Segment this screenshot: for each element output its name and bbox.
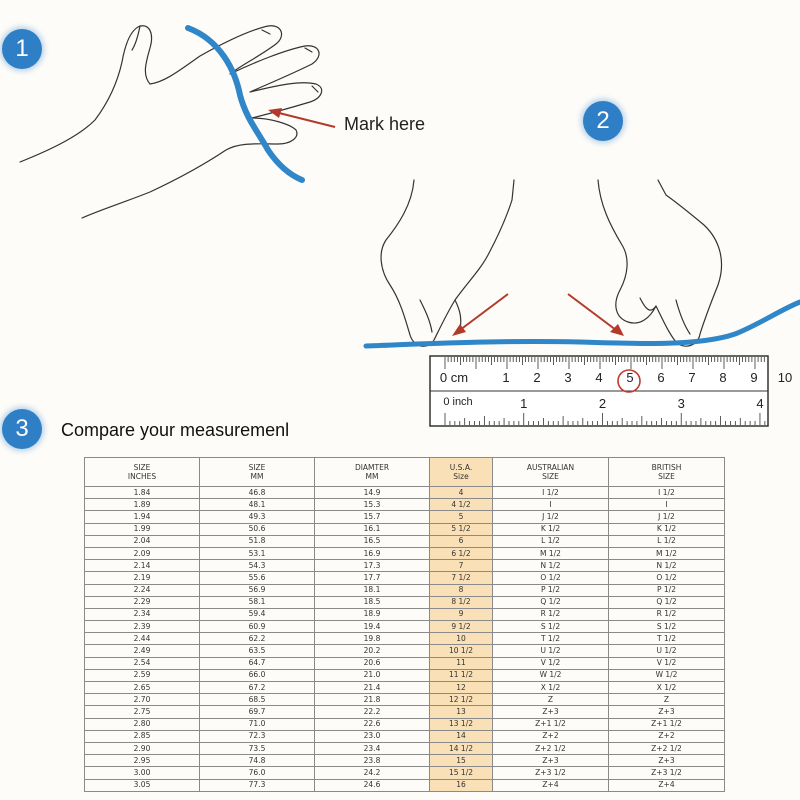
cell-usa-size: 15 1/2 [430,767,493,779]
cell-size-mm: 63.5 [200,645,315,657]
cell-size-inches: 2.39 [85,621,200,633]
measuring-string-2 [366,302,800,346]
cell-usa-size: 9 1/2 [430,621,493,633]
compare-heading: Compare your measuremenl [61,420,290,440]
cell-british-size: Z+2 1/2 [609,742,725,754]
cell-usa-size: 13 [430,706,493,718]
cell-size-mm: 54.3 [200,560,315,572]
cell-australian-size: T 1/2 [493,633,609,645]
cell-diameter-mm: 19.4 [315,621,430,633]
table-row [85,535,725,547]
cell-diameter-mm: 23.4 [315,742,430,754]
cell-australian-size: I 1/2 [493,487,609,499]
cell-australian-size: U 1/2 [493,645,609,657]
cell-usa-size: 4 [430,487,493,499]
table-row [85,572,725,584]
table-row [85,560,725,572]
cell-british-size: X 1/2 [609,682,725,694]
cell-size-inches: 2.85 [85,730,200,742]
cell-british-size: P 1/2 [609,584,725,596]
cell-usa-size: 9 [430,608,493,620]
header-australian-size: AUSTRALIAN SIZE [493,458,609,487]
cell-british-size: Z+3 [609,755,725,767]
cell-australian-size: N 1/2 [493,560,609,572]
cell-size-inches: 3.00 [85,767,200,779]
cell-british-size: L 1/2 [609,535,725,547]
ruler-inch-unit: 0 inch [443,396,473,408]
cell-british-size: Z+2 [609,730,725,742]
cell-size-inches: 1.84 [85,487,200,499]
cell-size-inches: 2.80 [85,718,200,730]
cell-size-inches: 2.34 [85,608,200,620]
cell-size-mm: 71.0 [200,718,315,730]
cell-size-inches: 1.99 [85,523,200,535]
cell-australian-size: Z+2 [493,730,609,742]
cell-australian-size: X 1/2 [493,682,609,694]
cell-usa-size: 7 [430,560,493,572]
cell-size-inches: 2.90 [85,742,200,754]
cell-australian-size: V 1/2 [493,657,609,669]
cell-size-mm: 74.8 [200,755,315,767]
cell-australian-size: Q 1/2 [493,596,609,608]
cell-british-size: U 1/2 [609,645,725,657]
step-3-badge: 3 [2,409,42,449]
cell-australian-size: Z+4 [493,779,609,791]
table-row [85,511,725,523]
header-british-size: BRITISH SIZE [609,458,725,487]
cell-australian-size: S 1/2 [493,621,609,633]
cell-usa-size: 12 [430,682,493,694]
cell-diameter-mm: 21.4 [315,682,430,694]
cell-usa-size: 11 1/2 [430,669,493,681]
cell-diameter-mm: 20.2 [315,645,430,657]
ruler-cm-label: 4 [595,370,603,385]
cell-british-size: Z+1 1/2 [609,718,725,730]
header-size-mm: SIZE MM [200,458,315,487]
cell-australian-size: Z+3 1/2 [493,767,609,779]
cell-australian-size: P 1/2 [493,584,609,596]
table-row [85,730,725,742]
ruler-inch-label: 4 [756,396,764,411]
cell-diameter-mm: 22.6 [315,718,430,730]
ruler-cm-label: 1 [502,370,510,385]
cell-size-mm: 56.9 [200,584,315,596]
cell-size-inches: 2.75 [85,706,200,718]
cell-british-size: S 1/2 [609,621,725,633]
cell-usa-size: 5 1/2 [430,523,493,535]
ruler-cm-label: 10 [777,370,793,385]
cell-diameter-mm: 24.2 [315,767,430,779]
cell-size-mm: 62.2 [200,633,315,645]
table-row [85,767,725,779]
cell-usa-size: 13 1/2 [430,718,493,730]
table-row [85,718,725,730]
ruler-cm-label: 8 [719,370,727,385]
cell-size-mm: 66.0 [200,669,315,681]
cell-size-inches: 2.14 [85,560,200,572]
cell-size-mm: 58.1 [200,596,315,608]
table-row [85,755,725,767]
cell-size-inches: 2.49 [85,645,200,657]
cell-australian-size: L 1/2 [493,535,609,547]
table-row [85,742,725,754]
cell-australian-size: Z+1 1/2 [493,718,609,730]
cell-usa-size: 5 [430,511,493,523]
cell-diameter-mm: 17.3 [315,560,430,572]
cell-australian-size: O 1/2 [493,572,609,584]
cell-diameter-mm: 19.8 [315,633,430,645]
table-row [85,547,725,559]
cell-size-mm: 69.7 [200,706,315,718]
cell-size-mm: 60.9 [200,621,315,633]
cell-usa-size: 11 [430,657,493,669]
cell-size-mm: 53.1 [200,547,315,559]
cell-british-size: Z+4 [609,779,725,791]
cell-usa-size: 6 [430,535,493,547]
hand-illustration [20,26,322,218]
cell-british-size: O 1/2 [609,572,725,584]
cell-diameter-mm: 23.0 [315,730,430,742]
cell-australian-size: W 1/2 [493,669,609,681]
cell-size-mm: 73.5 [200,742,315,754]
cell-size-mm: 59.4 [200,608,315,620]
cell-usa-size: 16 [430,779,493,791]
cell-size-mm: 51.8 [200,535,315,547]
cell-size-mm: 50.6 [200,523,315,535]
hands-illustration [381,180,721,346]
table-row [85,584,725,596]
ruler-cm-label: 7 [688,370,696,385]
cell-diameter-mm: 14.9 [315,487,430,499]
cell-size-inches: 2.19 [85,572,200,584]
cell-size-mm: 76.0 [200,767,315,779]
cell-size-inches: 2.29 [85,596,200,608]
cell-british-size: M 1/2 [609,547,725,559]
table-row [85,621,725,633]
cell-size-mm: 68.5 [200,694,315,706]
ruler-cm-unit: 0 cm [439,370,469,385]
ruler-inch-label: 1 [520,396,528,411]
cell-usa-size: 7 1/2 [430,572,493,584]
cell-size-inches: 1.89 [85,499,200,511]
cell-diameter-mm: 17.7 [315,572,430,584]
cell-british-size: T 1/2 [609,633,725,645]
cell-usa-size: 8 1/2 [430,596,493,608]
cell-diameter-mm: 15.7 [315,511,430,523]
cell-british-size: Z+3 [609,706,725,718]
cell-usa-size: 8 [430,584,493,596]
table-row [85,669,725,681]
cell-british-size: J 1/2 [609,511,725,523]
ruler-cm-label: 9 [750,370,758,385]
table-row [85,633,725,645]
cell-british-size: I [609,499,725,511]
table-row [85,779,725,791]
cell-australian-size: Z+3 [493,755,609,767]
cell-australian-size: M 1/2 [493,547,609,559]
ruler-cm-label: 3 [564,370,572,385]
cell-british-size: K 1/2 [609,523,725,535]
cell-size-mm: 72.3 [200,730,315,742]
mark-arrow-icon [268,108,335,127]
cell-diameter-mm: 23.8 [315,755,430,767]
ruler-inch-label: 2 [598,396,607,411]
cell-australian-size: K 1/2 [493,523,609,535]
table-row [85,657,725,669]
cell-size-inches: 2.95 [85,755,200,767]
cell-usa-size: 6 1/2 [430,547,493,559]
cell-size-inches: 2.59 [85,669,200,681]
cell-diameter-mm: 16.1 [315,523,430,535]
cell-size-mm: 55.6 [200,572,315,584]
cell-size-mm: 46.8 [200,487,315,499]
cell-usa-size: 12 1/2 [430,694,493,706]
ruler-cm-label: 2 [533,370,541,385]
cell-size-inches: 3.05 [85,779,200,791]
cell-australian-size: Z+2 1/2 [493,742,609,754]
cell-size-inches: 2.24 [85,584,200,596]
table-row [85,596,725,608]
table-row [85,682,725,694]
cell-size-mm: 64.7 [200,657,315,669]
cell-british-size: R 1/2 [609,608,725,620]
mark-here-label: Mark here [344,114,426,134]
table-header-row [85,458,725,487]
header-usa-size: U.S.A. Size [430,458,493,487]
table-row [85,499,725,511]
cell-size-inches: 2.70 [85,694,200,706]
header-size-inches: SIZE INCHES [85,458,200,487]
cell-diameter-mm: 18.1 [315,584,430,596]
cell-australian-size: R 1/2 [493,608,609,620]
step-1-badge: 1 [2,29,42,69]
cell-australian-size: Z [493,694,609,706]
ring-size-table [84,457,725,792]
cell-british-size: Q 1/2 [609,596,725,608]
cell-usa-size: 14 [430,730,493,742]
cell-size-mm: 49.3 [200,511,315,523]
cell-british-size: W 1/2 [609,669,725,681]
table-row [85,645,725,657]
cell-british-size: Z+3 1/2 [609,767,725,779]
cell-diameter-mm: 16.9 [315,547,430,559]
cell-british-size: N 1/2 [609,560,725,572]
cell-diameter-mm: 22.2 [315,706,430,718]
cell-australian-size: Z+3 [493,706,609,718]
cell-british-size: V 1/2 [609,657,725,669]
ruler [430,356,768,426]
cell-usa-size: 10 [430,633,493,645]
ruler-inch-label: 3 [677,396,685,411]
cell-usa-size: 14 1/2 [430,742,493,754]
cell-diameter-mm: 16.5 [315,535,430,547]
cell-size-mm: 48.1 [200,499,315,511]
cell-size-mm: 77.3 [200,779,315,791]
cell-australian-size: I [493,499,609,511]
cell-size-inches: 2.65 [85,682,200,694]
table-row [85,487,725,499]
cell-size-inches: 2.09 [85,547,200,559]
table-row [85,694,725,706]
table-row [85,706,725,718]
cell-australian-size: J 1/2 [493,511,609,523]
cell-british-size: I 1/2 [609,487,725,499]
table-row [85,523,725,535]
cell-usa-size: 10 1/2 [430,645,493,657]
cell-usa-size: 4 1/2 [430,499,493,511]
cell-british-size: Z [609,694,725,706]
table-row [85,608,725,620]
cell-diameter-mm: 15.3 [315,499,430,511]
cell-diameter-mm: 21.0 [315,669,430,681]
right-pointer-arrow-icon [568,294,624,336]
cell-diameter-mm: 18.9 [315,608,430,620]
ruler-cm-label: 6 [657,370,665,385]
cell-size-mm: 67.2 [200,682,315,694]
cell-size-inches: 1.94 [85,511,200,523]
cell-size-inches: 2.44 [85,633,200,645]
cell-diameter-mm: 18.5 [315,596,430,608]
cell-diameter-mm: 24.6 [315,779,430,791]
header-diameter-mm: DIAMTER MM [315,458,430,487]
cell-diameter-mm: 20.6 [315,657,430,669]
step-2-badge: 2 [583,101,623,141]
cell-size-inches: 2.04 [85,535,200,547]
ruler-cm-label: 5 [626,370,634,385]
cell-usa-size: 15 [430,755,493,767]
cell-size-inches: 2.54 [85,657,200,669]
cell-diameter-mm: 21.8 [315,694,430,706]
